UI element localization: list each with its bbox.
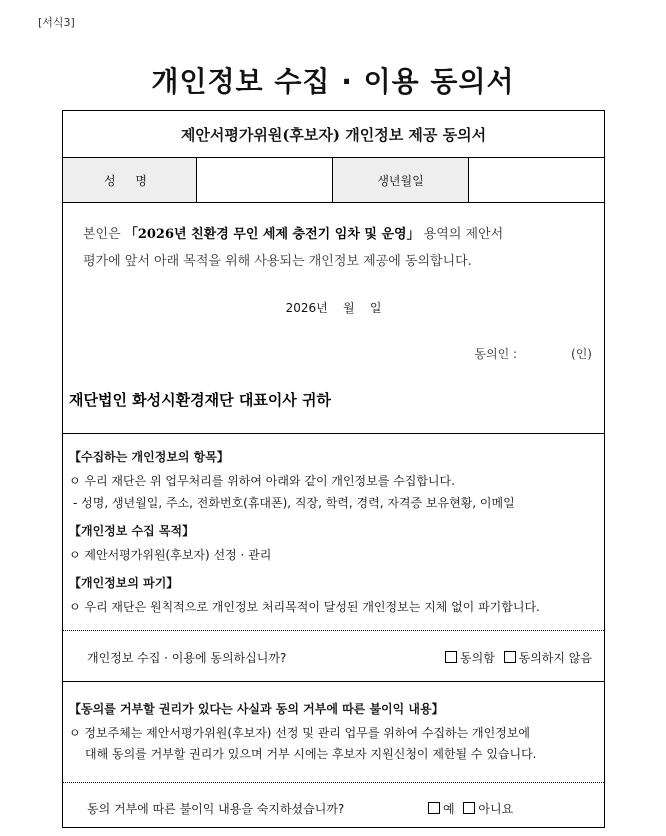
name-label: 성 명 xyxy=(63,158,197,202)
consent-statement xyxy=(63,203,604,434)
consent-line-1 xyxy=(83,223,503,242)
consent-line-2: 평가에 앞서 아래 목적을 위해 사용되는 개인정보 제공에 동의합니다. xyxy=(83,254,472,269)
applicant-info-row xyxy=(63,158,604,203)
agree-checkbox[interactable] xyxy=(445,651,457,663)
signer-line xyxy=(474,345,592,362)
yes-label: 예 xyxy=(443,802,455,816)
refusal-rights-section xyxy=(63,682,604,783)
consent-form xyxy=(62,110,605,828)
name-field[interactable] xyxy=(197,158,333,202)
yes-checkbox[interactable] xyxy=(428,802,440,814)
privacy-items-section xyxy=(63,434,604,631)
acknowledge-options xyxy=(423,800,513,817)
acknowledge-question: 동의 거부에 따른 불이익 내용을 숙지하셨습니까? xyxy=(87,802,345,816)
page-title: 개인정보 수집 · 이용 동의서 xyxy=(151,65,515,98)
collect-items-list: - 성명, 생년월일, 주소, 전화번호(휴대폰), 직장, 학력, 경력, 자격증 보유현황, 이메일 xyxy=(73,496,515,510)
refusal-line-1: ㅇ 정보주체는 제안서평가위원(후보자) 선정 및 관리 업무를 위하여 수집하는 개인정보에 xyxy=(69,726,531,740)
birthdate-field[interactable] xyxy=(469,158,604,202)
destroy-desc: ㅇ 우리 재단은 원칙적으로 개인정보 처리목적이 달성된 개인정보는 지체 없이 파기합니다. xyxy=(69,600,540,614)
consent-question-row xyxy=(63,631,604,682)
project-name: 「2026년 친환경 무인 세제 충전기 임차 및 운영」 xyxy=(124,227,420,242)
consent-options xyxy=(440,649,592,666)
form-number-label: [서식3] xyxy=(38,16,75,29)
refusal-title: 【동의를 거부할 권리가 있다는 사실과 동의 거부에 따른 불이익 내용】 xyxy=(69,702,444,716)
purpose-desc: ㅇ 제안서평가위원(후보자) 선정 · 관리 xyxy=(69,548,272,562)
collect-items-title: 【수집하는 개인정보의 항목】 xyxy=(69,450,229,464)
birthdate-label: 생년월일 xyxy=(333,158,469,202)
agree-label: 동의함 xyxy=(460,651,495,665)
disagree-label: 동의하지 않음 xyxy=(518,651,592,665)
no-label: 아니요 xyxy=(478,802,514,816)
refusal-line-2: 대해 동의를 거부할 권리가 있으며 거부 시에는 후보자 지원신청이 제한될 수 있습니다. xyxy=(85,747,537,761)
consent-suffix: 용역의 제안서 xyxy=(419,227,504,242)
seal-mark: (인) xyxy=(571,347,592,361)
acknowledge-question-row xyxy=(63,783,604,833)
no-checkbox[interactable] xyxy=(463,802,475,814)
collect-items-desc: ㅇ 우리 재단은 위 업무처리를 위하여 아래와 같이 개인정보를 수집합니다. xyxy=(69,474,455,488)
purpose-title: 【개인정보 수집 목적】 xyxy=(69,524,195,538)
disagree-checkbox[interactable] xyxy=(504,651,516,663)
consent-prefix: 본인은 xyxy=(83,227,125,242)
signer-label: 동의인 : xyxy=(474,347,518,361)
addressee: 재단법인 화성시환경재단 대표이사 귀하 xyxy=(69,391,331,409)
consent-question: 개인정보 수집 · 이용에 동의하십니까? xyxy=(87,651,287,665)
section-title: 제안서평가위원(후보자) 개인정보 제공 동의서 xyxy=(63,111,604,158)
consent-date: 2026년 월 일 xyxy=(285,301,382,315)
destroy-title: 【개인정보의 파기】 xyxy=(69,576,179,590)
